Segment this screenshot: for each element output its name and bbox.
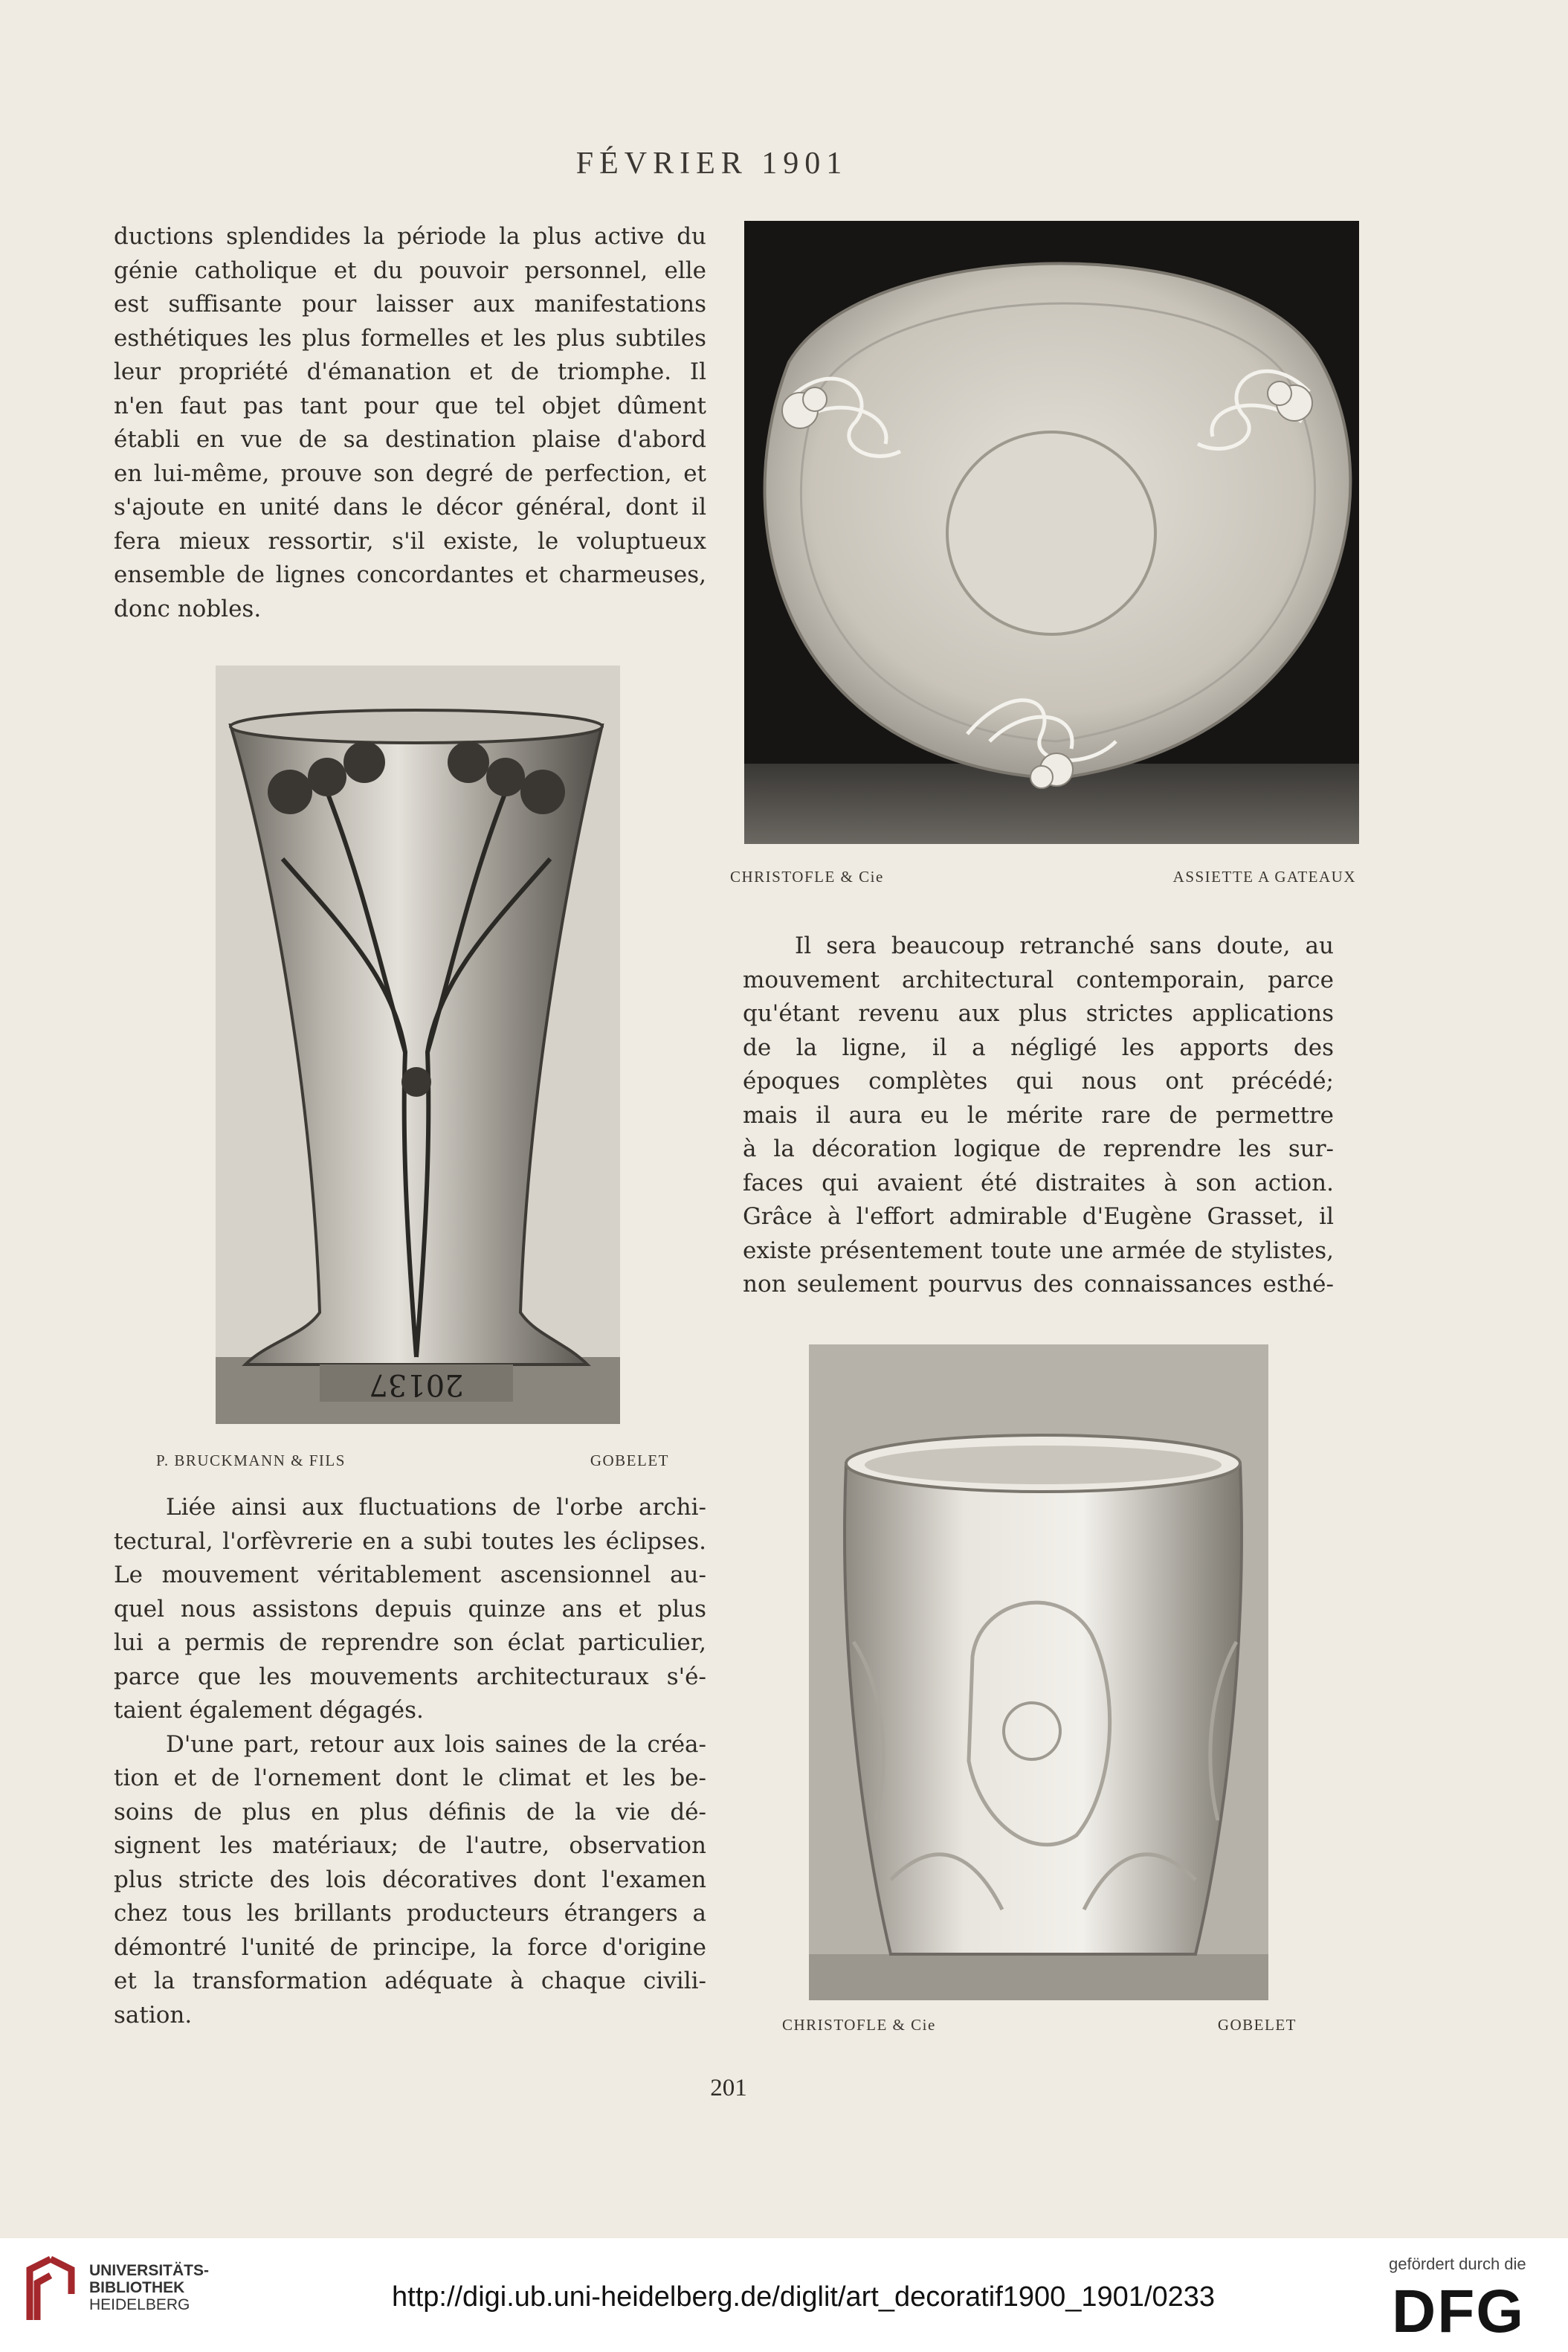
text-line: plus stricte des lois décoratives dont l'examen <box>114 1866 706 1893</box>
text-line: tion et de l'ornement dont le climat et les be- <box>114 1765 706 1791</box>
text-line: sation. <box>114 2001 193 2029</box>
text-line: Grâce à l'effort admirable d'Eugène Grasset, il <box>743 1203 1334 1230</box>
plate-object: ASSIETTE A GATEAUX <box>1172 868 1356 886</box>
cup-illustration <box>809 1344 1268 2000</box>
text-line: Liée ainsi aux fluctuations de l'orbe archi- <box>166 1494 706 1521</box>
text-line: donc nobles. <box>114 595 262 622</box>
library-line: UNIVERSITÄTS- <box>89 2262 210 2279</box>
library-line: BIBLIOTHEK <box>89 2279 185 2296</box>
text-line: de la ligne, il a négligé les apports des <box>743 1034 1334 1061</box>
vase-photo <box>216 666 620 1424</box>
text-line: taient également dégagés. <box>114 1697 424 1724</box>
text-line: qu'étant revenu aux plus strictes applications <box>743 1000 1334 1027</box>
cup-caption <box>782 2016 1297 2034</box>
page-number: 201 <box>710 2075 747 2101</box>
text-line: fera mieux ressortir, s'il existe, le voluptueux <box>114 527 706 555</box>
vase-caption <box>156 1452 669 1470</box>
text-line: lui a permis de reprendre son éclat particulier, <box>114 1629 706 1656</box>
left-bottom-text <box>114 1491 706 2032</box>
text-line: existe présentement toute une armée de stylistes, <box>743 1237 1334 1264</box>
text-line: Il sera beaucoup retranché sans doute, au <box>795 932 1334 959</box>
text-line: et la transformation adéquate à chaque civili- <box>114 1968 706 1994</box>
text-line: chez tous les brillants producteurs étrangers a <box>114 1900 706 1927</box>
text-line: mouvement architectural contemporain, parce <box>743 966 1334 993</box>
library-logo-icon <box>21 2253 80 2327</box>
text-line: époques complètes qui nous ont précédé; <box>743 1068 1334 1095</box>
left-top-text <box>114 220 706 626</box>
vase-object: GOBELET <box>590 1452 669 1469</box>
text-line: démontré l'unité de principe, la force d'origine <box>114 1933 706 1961</box>
cup-maker: CHRISTOFLE & Cie <box>782 2016 936 2034</box>
plate-photo <box>744 221 1359 844</box>
text-line: D'une part, retour aux lois saines de la créa- <box>166 1730 706 1758</box>
funded-by-text: gefördert durch die <box>1389 2255 1526 2273</box>
text-line: signent les matériaux; de l'autre, observation <box>114 1832 706 1859</box>
vase-inventory-label: 20137 <box>369 1367 464 1402</box>
library-line: HEIDELBERG <box>89 2296 190 2313</box>
cup-object: GOBELET <box>1217 2016 1297 2034</box>
text-line: n'en faut pas tant pour que tel objet dûment <box>114 392 706 419</box>
text-line: à la décoration logique de reprendre les sur- <box>743 1135 1334 1162</box>
plate-caption <box>730 868 1356 886</box>
right-text <box>743 929 1334 1302</box>
plate-maker: CHRISTOFLE & Cie <box>730 868 884 886</box>
text-line: soins de plus en plus définis de la vie dé- <box>114 1798 706 1826</box>
text-line: génie catholique et du pouvoir personnel, elle <box>114 257 706 284</box>
text-line: mais il aura eu le mérite rare de permettre <box>743 1101 1334 1129</box>
vase-maker: P. BRUCKMANN & FILS <box>156 1452 346 1469</box>
text-line: quel nous assistons depuis quinze ans et plus <box>114 1595 706 1623</box>
text-line: établi en vue de sa destination plaise d'abord <box>114 426 706 453</box>
dfg-logo: DFG <box>1392 2278 1526 2345</box>
digitization-footer <box>0 2238 1568 2352</box>
text-line: leur propriété d'émanation et de triomphe. Il <box>114 358 706 385</box>
text-line: esthétiques les plus formelles et les plus subtiles <box>114 324 706 352</box>
text-line: ductions splendides la période la plus active du <box>114 223 706 250</box>
text-line: parce que les mouvements architecturaux s'é- <box>114 1663 706 1690</box>
text-line: est suffisante pour laisser aux manifestations <box>114 291 706 318</box>
text-line: tectural, l'orfèvrerie en a subi toutes les éclipses. <box>114 1527 706 1555</box>
source-url-link[interactable]: http://digi.ub.uni-heidelberg.de/diglit/art_decoratif1900_1901/0233 <box>392 2281 1216 2313</box>
library-name <box>89 2262 209 2313</box>
text-line: s'ajoute en unité dans le décor général, dont il <box>114 494 706 521</box>
text-line: ensemble de lignes concordantes et charmeuses, <box>114 561 706 588</box>
text-line: faces qui avaient été distraites à son action. <box>743 1169 1334 1196</box>
text-line: en lui-même, prouve son degré de perfection, et <box>114 460 706 487</box>
cup-photo <box>809 1344 1268 2000</box>
plate-illustration <box>744 221 1359 844</box>
text-line: non seulement pourvus des connaissances esthé- <box>743 1271 1334 1298</box>
text-line: Le mouvement véritablement ascensionnel au- <box>114 1562 706 1588</box>
running-header: FÉVRIER 1901 <box>575 146 848 181</box>
vase-illustration <box>216 666 620 1424</box>
